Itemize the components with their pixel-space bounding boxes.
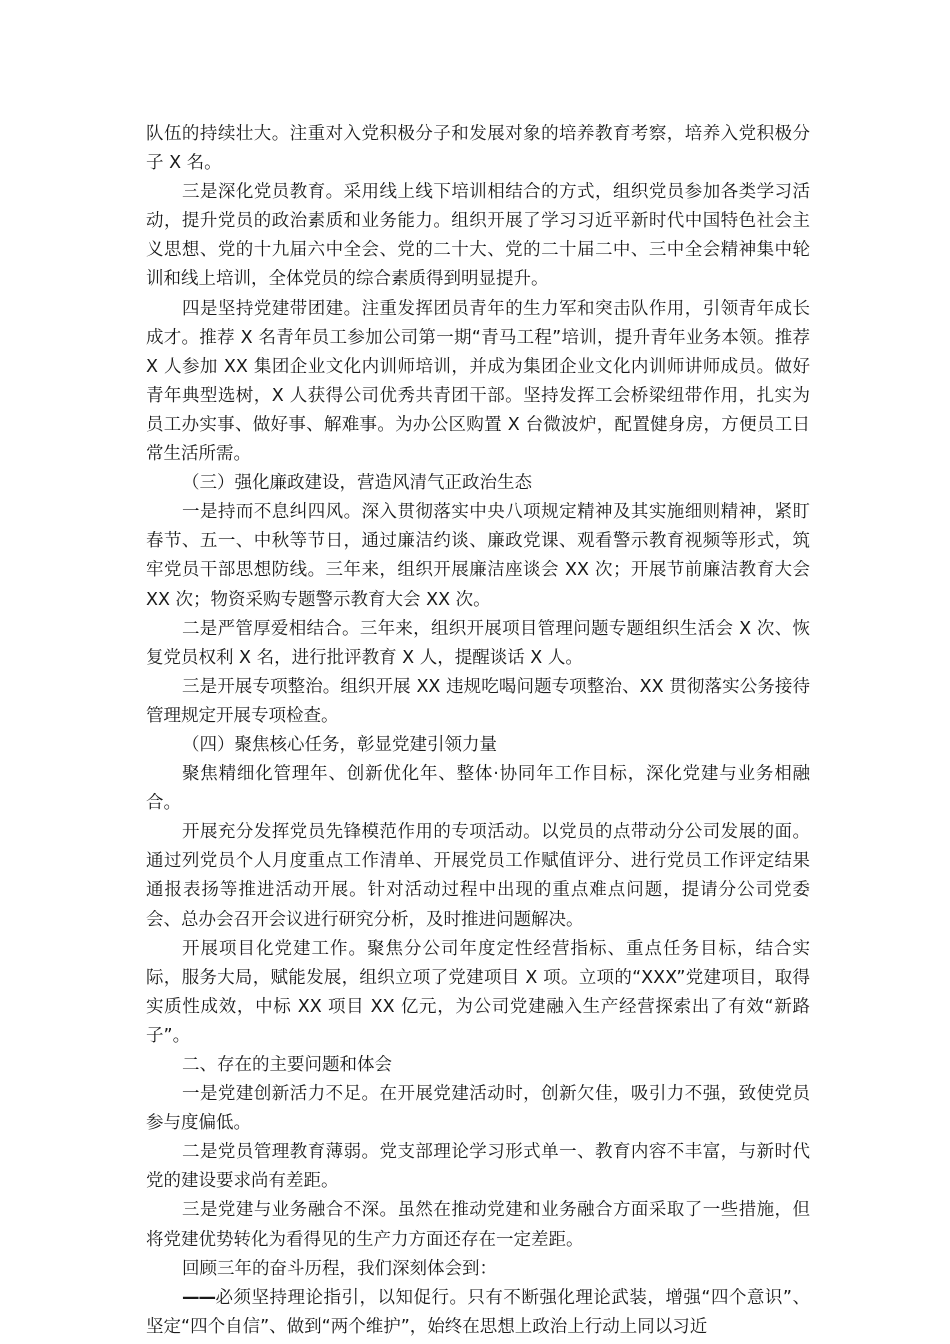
paragraph-17	[146, 1284, 810, 1342]
paragraph-9: 聚焦精细化管理年、创新优化年、整体·协同年工作目标，深化党建与业务相融合。	[146, 764, 810, 814]
paragraph-3: 四是坚持党建带团建。注重发挥团员青年的生力军和突击队作用，引领青年成长成才。推荐 X 名青年员工参加公司第一期“青马工程”培训，提升青年业务本领。推荐 X 人参加 XX 集团企业文化内训师培训，并成为集团企业文化内训师讲师成员。做好青年典型选树，X 人获得公司优秀共青团干部。坚持发挥工会桥梁纽带作用，扎实为员工办实事、做好事、解难事。为办公区购置 X 台微波炉，配置健身房，方便员工日常生活所需。	[146, 298, 810, 465]
paragraph-16: 回顾三年的奋斗历程，我们深刻体会到：	[182, 1258, 497, 1279]
em-dash-mark: ——	[182, 1287, 215, 1308]
paragraph-7: 三是开展专项整治。组织开展 XX 违规吃喝问题专项整治、XX 贯彻落实公务接待管理规定开展专项检查。	[146, 676, 810, 726]
paragraph-17-text: 必须坚持理论指引，以知促行。只有不断强化理论武装，增强“四个意识”、坚定“四个自信”、做到“两个维护”，始终在思想上政治上行动上同以习近	[146, 1287, 810, 1337]
document-page	[146, 120, 810, 1342]
paragraph-10: 开展充分发挥党员先锋模范作用的专项活动。以党员的点带动分公司发展的面。通过列党员个人月度重点工作清单、开展党员工作赋值评分、进行党员工作评定结果通报表扬等推进活动开展。针对活动过程中出现的重点难点问题，提请分公司党委会、总办会召开会议进行研究分析，及时推进问题解决。	[146, 822, 810, 930]
section-heading-3: （三）强化廉政建设，营造风清气正政治生态	[182, 473, 532, 494]
paragraph-13: 一是党建创新活力不足。在开展党建活动时，创新欠佳，吸引力不强，致使党员参与度偏低。	[146, 1084, 810, 1134]
paragraph-6: 二是严管厚爱相结合。三年来，组织开展项目管理问题专题组织生活会 X 次、恢复党员权利 X 名，进行批评教育 X 人，提醒谈话 X 人。	[146, 618, 810, 668]
paragraph-1: 队伍的持续壮大。注重对入党积极分子和发展对象的培养教育考察，培养入党积极分子 X 名。	[146, 124, 810, 174]
paragraph-5: 一是持而不息纠四风。深入贯彻落实中央八项规定精神及其实施细则精神，紧盯春节、五一、中秋等节日，通过廉洁约谈、廉政党课、观看警示教育视频等形式，筑牢党员干部思想防线。三年来，组织开展廉洁座谈会 XX 次；开展节前廉洁教育大会 XX 次；物资采购专题警示教育大会 XX 次。	[146, 502, 810, 610]
section-heading-4: （四）聚焦核心任务，彰显党建引领力量	[182, 734, 497, 755]
paragraph-2: 三是深化党员教育。采用线上线下培训相结合的方式，组织党员参加各类学习活动，提升党员的政治素质和业务能力。组织开展了学习习近平新时代中国特色社会主义思想、党的十九届六中全会、党的二十大、党的二十届二中、三中全会精神集中轮训和线上培训，全体党员的综合素质得到明显提升。	[146, 182, 810, 290]
paragraph-14: 二是党员管理教育薄弱。党支部理论学习形式单一、教育内容不丰富，与新时代党的建设要求尚有差距。	[146, 1142, 810, 1192]
paragraph-11: 开展项目化党建工作。聚焦分公司年度定性经营指标、重点任务目标，结合实际，服务大局，赋能发展，组织立项了党建项目 X 项。立项的“XXX”党建项目，取得实质性成效，中标 XX 项目 XX 亿元，为公司党建融入生产经营探索出了有效“新路子”。	[146, 938, 810, 1046]
section-heading-problems: 二、存在的主要问题和体会	[182, 1055, 392, 1075]
paragraph-15: 三是党建与业务融合不深。虽然在推动党建和业务融合方面采取了一些措施，但将党建优势转化为看得见的生产力方面还存在一定差距。	[146, 1200, 810, 1250]
